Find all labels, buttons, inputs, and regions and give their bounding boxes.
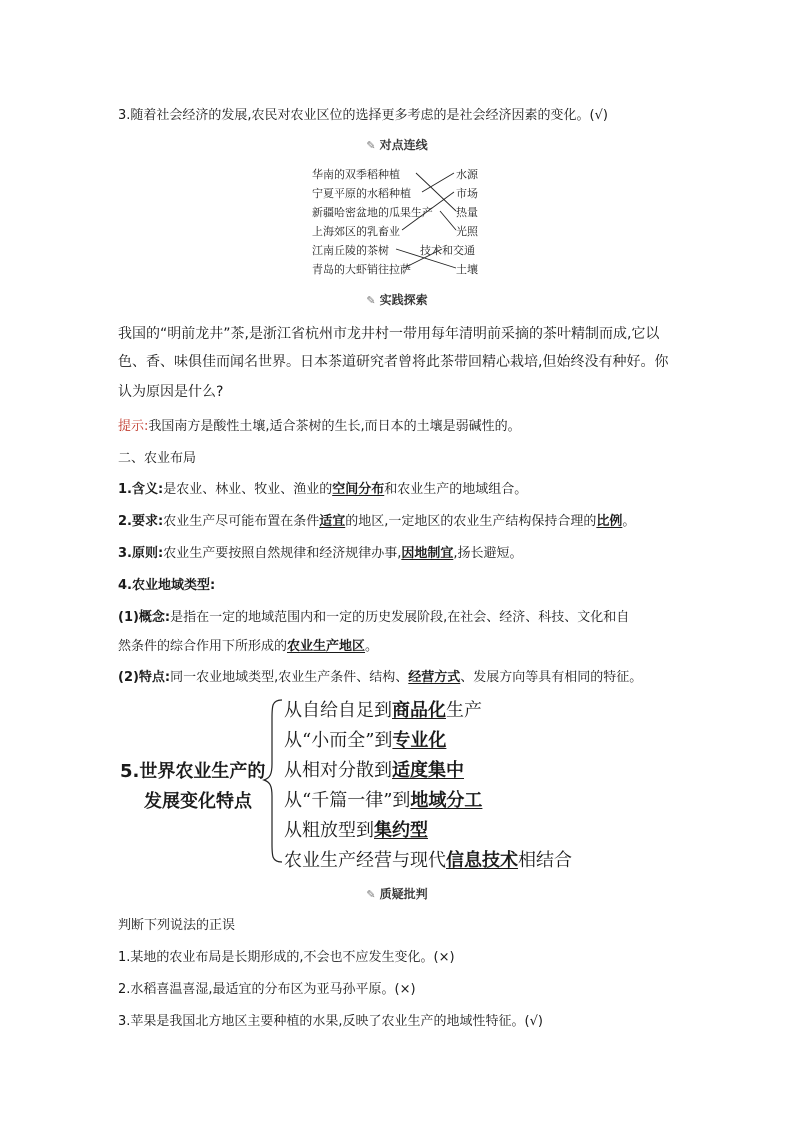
match-line-4 [402,192,454,230]
definition-label: 1.含义: [118,482,164,497]
trend-3-key: 适度集中 [392,760,464,781]
trends-title-line-2: 发展变化特点 [144,791,252,812]
match-left-4: 上海郊区的乳畜业 [312,225,400,238]
concept-text-1: 是指在一定的地域范围内和一定的历史发展阶段,在社会、经济、科技、文化和自 [170,610,630,625]
trend-item-4 [284,786,482,812]
trend-2-pre: 从“小而全”到 [284,730,393,751]
match-line-6 [404,249,442,268]
trend-4-key: 地域分工 [410,790,483,811]
definition-pre: 是农业、林业、牧业、渔业的 [163,482,333,497]
concept-text-2b: 。 [365,639,379,654]
practice-text-line-3: 认为原因是什么? [118,384,224,400]
trend-6-post: 相结合 [518,850,572,871]
practice-hint [118,415,521,434]
trend-5-key: 集约型 [374,820,428,841]
judge-header [0,885,794,902]
match-right-3: 热量 [456,206,478,219]
trend-1-post: 生产 [446,700,482,721]
hint-text: 我国南方是酸性土壤,适合茶树的生长,而日本的土壤是弱碱性的。 [148,419,521,434]
match-right-5: 技术和交通 [420,244,475,257]
principle-pre: 农业生产要按照自然规律和经济规律办事, [163,546,402,561]
trend-2-key: 专业化 [392,730,447,751]
feature-pre: 同一农业地域类型,农业生产条件、结构、 [170,670,409,685]
match-left-6: 青岛的大虾销往拉萨 [312,263,411,276]
types-label: 4.农业地域类型: [118,578,216,593]
pen-icon: ✎ [366,139,376,152]
definition-post: 和农业生产的地域组合。 [384,482,528,497]
requirement-key-2: 比例 [596,514,623,529]
requirement-line [118,510,635,529]
definition-key: 空间分布 [332,482,385,497]
feature-line [118,666,642,685]
trend-item-6 [284,846,572,872]
trend-3-pre: 从相对分散到 [284,760,392,781]
matching-header-label: 对点连线 [379,138,428,152]
requirement-mid: 的地区,一定地区的农业生产结构保持合理的 [345,514,597,529]
section-title: 二、农业布局 [118,451,197,466]
trend-6-pre: 农业生产经营与现代 [284,850,446,871]
principle-post: ,扬长避短。 [453,546,523,561]
match-right-4: 光照 [456,225,478,238]
principle-line [118,542,522,561]
concept-line-1 [118,606,629,625]
judge-item-1: 1.某地的农业布局是长期形成的,不会也不应发生变化。(×) [118,950,455,965]
practice-text-line-1: 我国的“明前龙井”茶,是浙江省杭州市龙井村一带用每年清明前采摘的茶叶精制而成,它以 [118,326,660,342]
hint-label: 提示: [118,419,149,434]
judge-intro: 判断下列说法的正误 [118,918,236,933]
match-left-2: 宁夏平原的水稻种植 [312,187,411,200]
trend-item-5 [284,816,428,842]
match-line-3 [440,211,456,230]
feature-key: 经营方式 [408,670,461,685]
concept-label: (1)概念: [118,610,171,625]
judge-item-3: 3.苹果是我国北方地区主要种植的水果,反映了农业生产的地域性特征。(√) [118,1014,543,1029]
judge-item-2: 2.水稻喜温喜湿,最适宜的分布区为亚马孙平原。(×) [118,982,416,997]
match-right-6: 土壤 [456,263,478,276]
practice-header [0,291,794,308]
match-left-5: 江南丘陵的茶树 [312,244,389,257]
trend-6-key: 信息技术 [446,850,518,871]
trend-4-pre: 从“千篇一律”到 [284,790,411,811]
pen-icon: ✎ [366,294,376,307]
definition-line [118,478,527,497]
practice-header-label: 实践探索 [379,293,428,307]
match-left-3: 新疆哈密盆地的瓜果生产 [312,206,433,219]
requirement-label: 2.要求: [118,514,164,529]
trends-title-line-1: 5.世界农业生产的 [120,761,266,782]
match-right-2: 市场 [456,187,478,200]
requirement-post: 。 [622,514,636,529]
requirement-key-1: 适宜 [319,514,346,529]
principle-label: 3.原则: [118,546,164,561]
match-left-1: 华南的双季稻种植 [312,168,400,181]
match-line-2 [422,173,454,192]
brace [262,696,286,866]
trend-1-pre: 从自给自足到 [284,700,392,721]
feature-post: 、发展方向等具有相同的特征。 [460,670,643,685]
principle-key: 因地制宜 [401,546,454,561]
practice-text-line-2: 色、香、味俱佳而闻名世界。日本茶道研究者曾将此茶带回精心栽培,但始终没有种好。你 [118,354,669,370]
feature-label: (2)特点: [118,670,171,685]
concept-key: 农业生产地区 [287,639,366,654]
matching-lines [0,0,794,300]
concept-text-2a: 然条件的综合作用下所形成的 [118,639,288,654]
trend-item-3 [284,756,464,782]
judge-header-label: 质疑批判 [379,887,428,901]
trend-1-key: 商品化 [392,700,446,721]
match-line-5 [396,249,456,268]
intro-item-3: 3.随着社会经济的发展,农民对农业区位的选择更多考虑的是社会经济因素的变化。(√) [118,108,608,123]
trend-item-1 [284,696,482,722]
pen-icon: ✎ [366,888,376,901]
trend-item-2 [284,726,446,752]
trend-5-pre: 从粗放型到 [284,820,374,841]
match-right-1: 水源 [456,168,478,181]
requirement-pre: 农业生产尽可能布置在条件 [163,514,320,529]
concept-line-2 [118,635,378,654]
